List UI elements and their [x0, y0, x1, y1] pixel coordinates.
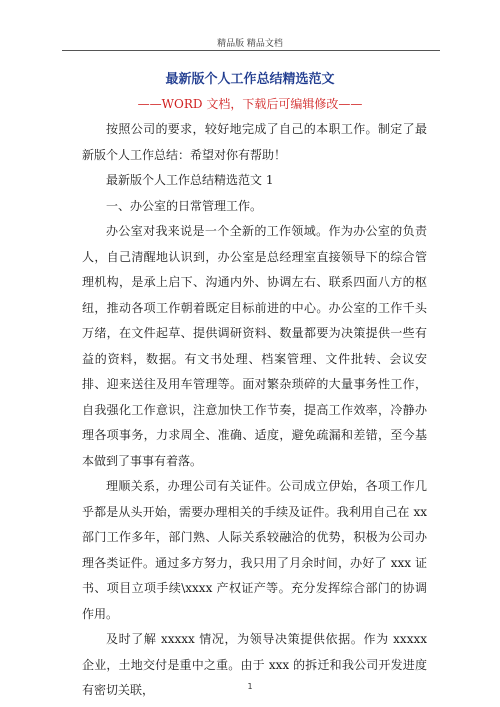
document-subtitle: ——WORD 文档，下载后可编辑修改—— [137, 97, 363, 111]
sample-heading: 最新版个人工作总结精选范文 1 [106, 173, 274, 187]
header-text: 精品版 精品文档 [217, 39, 283, 49]
page-header [0, 0, 500, 52]
body-paragraph: 及时了解 xxxxx 情况，为领导决策提供依据。作为 xxxxx 企业，土地交付是重中之重。由于 xxx 的拆迁和我公司开发进度有密切关联， [82, 632, 427, 697]
document-title: 最新版个人工作总结精选范文 [165, 72, 335, 87]
body-paragraph: 办公室对我来说是一个全新的工作领域。作为办公室的负责人，自己清醒地认识到，办公室是总经理室直接领导下的综合管理机构，是承上启下、沟通内外、协调左右、联系四面八方的枢纽，推动各项工作朝着既定目标前进的中心。办公室的工作千头万绪，在文件起草、提供调研资料、数量都要为决策提供一些有益的资料，数据。有文书处理、档案管理、文件批转、会议安排、迎来送往及用车管理等。面对繁杂琐碎的大量事务性工作，自我强化工作意识，注意加快工作节奏，提高工作效率，冷静办理各项事务，力求周全、准确、适度，避免疏漏和差错，至今基本做到了事事有着落。 [82, 224, 427, 468]
intro-paragraph: 按照公司的要求，较好地完成了自己的本职工作。制定了最新版个人工作总结：希望对你有帮助！ [82, 122, 427, 162]
header-divider [62, 50, 440, 51]
section-heading: 一、办公室的日常管理工作。 [106, 198, 263, 213]
page-number: 1 [247, 682, 253, 691]
body-paragraph: 理顺关系，办理公司有关证件。公司成立伊始，各项工作几乎都是从头开始，需要办理相关的手续及证件。我利用自己在 xx 部门工作多年，部门熟、人际关系较融洽的优势，积极为公司办理各类证件。通过多方努力，我只用了月余时间，办好了 xxx 证书、项目立项手续\xxxx 产权证产等。充分发挥综合部门的协调作用。 [82, 479, 427, 621]
document-body [82, 117, 427, 704]
